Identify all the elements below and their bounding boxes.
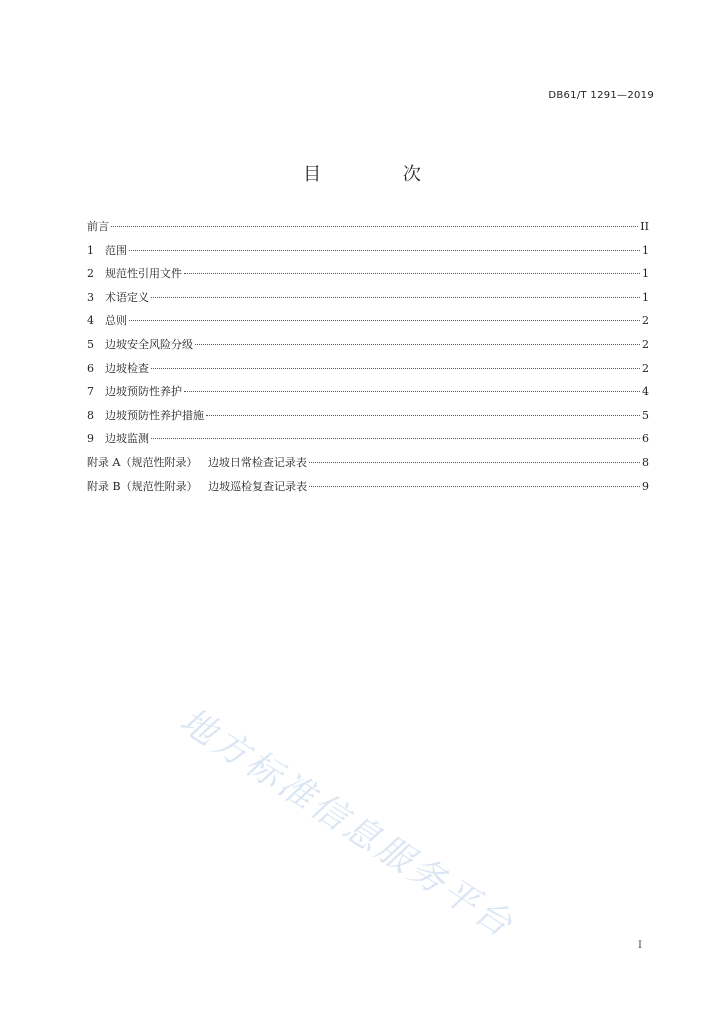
toc-dot-leader: [129, 250, 640, 251]
toc-entry-label: 规范性引用文件: [105, 267, 182, 281]
toc-entry-page: 2: [642, 337, 649, 351]
toc-entry-label: 总则: [105, 314, 127, 328]
toc-dot-leader: [151, 297, 640, 298]
toc-entry-number: 4: [87, 314, 94, 328]
toc-entry-page: II: [640, 220, 649, 233]
toc-entry-page: 2: [642, 314, 649, 328]
toc-entry-label: 附录 B（规范性附录） 边坡巡检复查记录表: [87, 479, 308, 493]
page-number: I: [638, 940, 642, 951]
toc-entry-6[interactable]: [87, 361, 649, 385]
toc-dot-leader: [195, 344, 640, 345]
toc-dot-leader: [184, 391, 640, 392]
standard-code: DB61/T 1291—2019: [548, 90, 654, 101]
toc-dot-leader: [151, 368, 640, 369]
toc-entry-number: 8: [87, 408, 94, 422]
toc-entry-7[interactable]: [87, 384, 649, 408]
toc-entry-3[interactable]: [87, 290, 649, 314]
toc-entry-page: 9: [642, 479, 649, 493]
toc-dot-leader: [151, 438, 640, 439]
toc-entry-1[interactable]: [87, 243, 649, 267]
toc-entry-appendix-a[interactable]: [87, 455, 649, 479]
toc-dot-leader: [184, 273, 640, 274]
toc-entry-label: 边坡监测: [105, 432, 149, 446]
toc-entry-number: 5: [87, 337, 94, 351]
toc-entry-5[interactable]: [87, 337, 649, 361]
toc-entry-label: 前言: [87, 220, 109, 233]
toc-entry-number: 1: [87, 243, 94, 257]
toc-entry-label: 术语定义: [105, 290, 149, 304]
toc-dot-leader: [309, 462, 640, 463]
toc-entry-page: 5: [642, 408, 649, 422]
table-of-contents: [87, 219, 649, 502]
toc-dot-leader: [111, 226, 638, 227]
toc-entry-page: 1: [642, 243, 649, 257]
toc-entry-page: 1: [642, 267, 649, 281]
toc-dot-leader: [129, 320, 640, 321]
toc-entry-page: 8: [642, 455, 649, 469]
toc-entry-number: 3: [87, 290, 94, 304]
toc-entry-label: 边坡预防性养护: [105, 385, 182, 399]
toc-entry-number: 7: [87, 385, 94, 399]
page-title: 目 次: [303, 164, 459, 185]
toc-entry-foreword[interactable]: [87, 219, 649, 243]
toc-entry-label: 附录 A（规范性附录） 边坡日常检查记录表: [87, 455, 307, 469]
toc-entry-8[interactable]: [87, 408, 649, 432]
toc-entry-number: 9: [87, 432, 94, 446]
toc-entry-number: 6: [87, 361, 94, 375]
toc-entry-label: 范围: [105, 243, 127, 257]
toc-dot-leader: [309, 486, 640, 487]
toc-entry-page: 1: [642, 290, 649, 304]
toc-entry-page: 6: [642, 432, 649, 446]
toc-entry-label: 边坡安全风险分级: [105, 337, 193, 351]
toc-entry-2[interactable]: [87, 266, 649, 290]
toc-entry-label: 边坡预防性养护措施: [105, 408, 204, 422]
toc-dot-leader: [206, 415, 640, 416]
toc-entry-number: 2: [87, 267, 94, 281]
toc-entry-appendix-b[interactable]: [87, 479, 649, 503]
toc-entry-page: 4: [642, 385, 649, 399]
toc-entry-label: 边坡检查: [105, 361, 149, 375]
toc-entry-page: 2: [642, 361, 649, 375]
toc-entry-9[interactable]: [87, 431, 649, 455]
watermark: 地方标准信息服务平台: [172, 700, 522, 947]
toc-entry-4[interactable]: [87, 313, 649, 337]
